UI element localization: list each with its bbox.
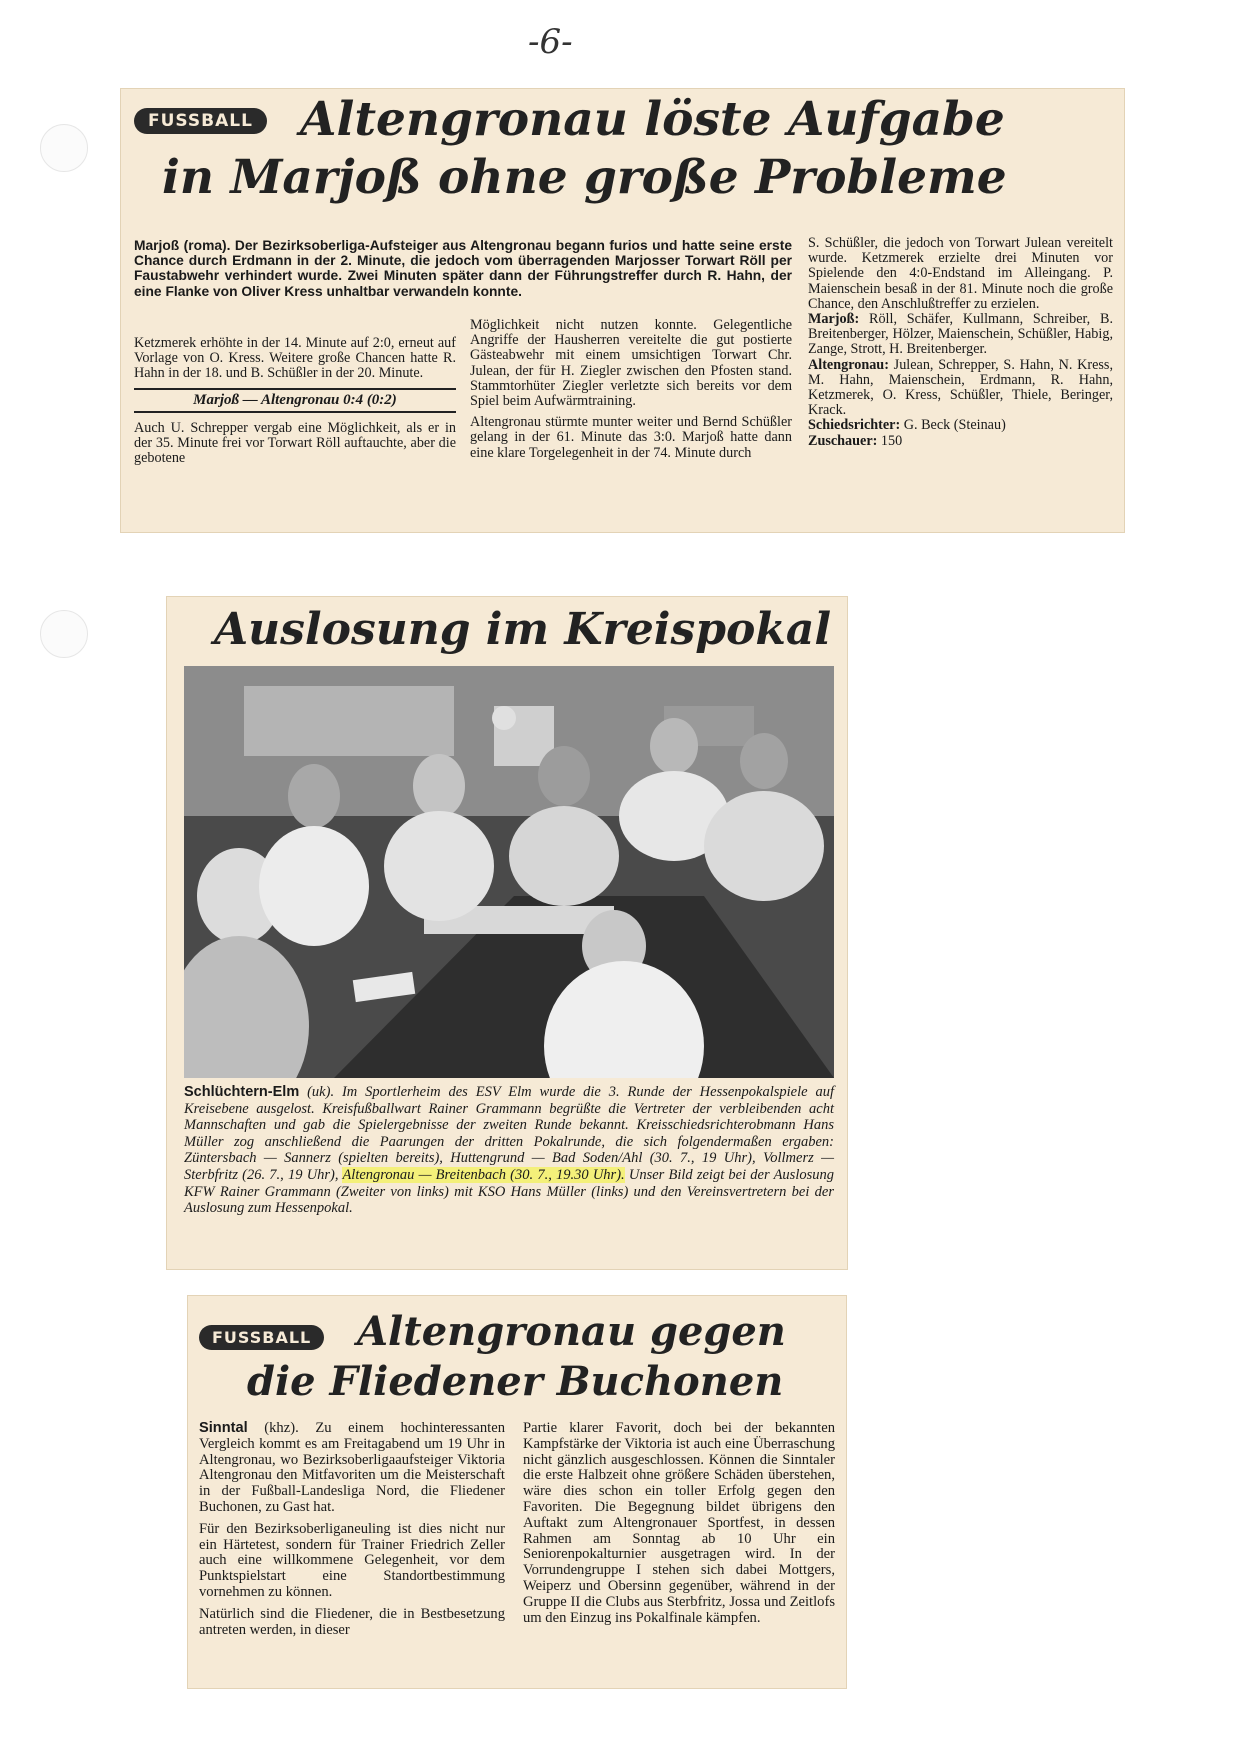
article-3-paragraph: Für den Bezirksoberliganeuling ist dies nicht nur ein Härtetest, sondern für Trainer Friedrich Zeller auch eine willkommene Gelegenheit, vor dem Punktspielstart eine Standortbestimmung vornehmen zu können. <box>199 1520 505 1600</box>
article-clipping-2 <box>166 596 848 1270</box>
article-1-column-3 <box>808 236 1113 449</box>
article-1-headline-line2: in Marjoß ohne große Probleme <box>162 150 1007 205</box>
article-3-headline-line2: die Fliedener Buchonen <box>247 1358 784 1405</box>
article-1-column-2 <box>470 318 792 467</box>
referee: Schiedsrichter: G. Beck (Steinau) <box>808 417 1006 434</box>
article-1-headline-line1: Altengronau löste Aufgabe <box>300 92 1005 147</box>
article-clipping-3 <box>187 1295 847 1689</box>
article-1-lead: Marjoß (roma). Der Bezirksoberliga-Aufsteiger aus Altengronau begann furios und hatte seine erste Chance durch Erdmann in der 2. Minute, die jedoch vom überragenden Marjosser Torwart Röll per Faustabwehr verhindert wurde. Zwei Minuten später dann der Führungstreffer durch R. Hahn, der eine Flanke von Oliver Kress unhaltbar verwandeln konnte. <box>134 238 792 299</box>
caption-text: Unser Bild zeigt bei der Auslosung KFW Rainer Grammann (Zweiter von links) mit KSO Hans Müller (links) und den Vereinsvertretern bei der Auslosung zum Hessenpokal. <box>184 1166 834 1217</box>
article-3-paragraph: Partie klarer Favorit, doch bei der bekannten Kampfstärke der Viktoria ist auch eine Überraschung nicht gänzlich ausgeschlossen. Können die Sinntaler die erste Halbzeit ohne größere Schäden überstehen, wäre dies schon ein toller Erfolg gegen den Favoriten. Die Begegnung bildet übrigens den Auftakt zum Altengronauer Sportfest, in dessen Rahmen am Sonntag ab 10 Uhr ein Seniorenpokalturnier ausgetragen wird. In der Vorrundengruppe I stehen sich dabei Mottgers, Weiperz und Obersinn gegenüber, während in der Gruppe II die Clubs aus Sterbfritz, Jossa und Zeitlofs um den Einzug ins Pokalfinale kämpfen. <box>523 1420 835 1626</box>
section-badge: FUSSBALL <box>199 1325 324 1350</box>
article-1-paragraph: Möglichkeit nicht nutzen konnte. Gelegentliche Angriffe der Hausherren vereitelte die gut postierte Gästeabwehr mit einem umsichtigen Torwart Chr. Julean, der für H. Ziegler zwischen den Pfosten stand. Stammtorhüter Ziegler verletzte sich bereits vor dem Spiel beim Aufwärmtraining. <box>470 317 792 410</box>
section-badge: FUSSBALL <box>134 108 267 134</box>
article-3-paragraph: Sinntal (khz). Zu einem hochinteressanten Vergleich kommt es am Freitagabend um 19 Uhr in Altengronau, wo Bezirksoberligaaufsteiger Viktoria Altengronau den Mitfavoriten um die Meisterschaft in der Fußball-Landesliga Nord, die Fliedener Buchonen, zu Gast hat. <box>199 1420 505 1515</box>
article-clipping-1 <box>120 88 1125 533</box>
punch-hole <box>40 124 88 172</box>
photo-caption <box>184 1084 834 1217</box>
caption-place: Schlüchtern-Elm <box>184 1084 300 1100</box>
article-1-paragraph: Altengronau stürmte munter weiter und Bernd Schüßler gelang in der 61. Minute das 3:0. Marjoß hatte dann eine klare Torgelegenheit in der 74. Minute durch <box>470 414 792 461</box>
lineup-marjoss: Marjoß: Röll, Schäfer, Kullmann, Schreiber, B. Breitenberger, Hölzer, Maienschein, Schüßler, Habig, Zange, Strott, H. Breitenberger. <box>808 311 1114 358</box>
lineup-altengronau: Altengronau: Julean, Schrepper, S. Hahn, N. Kress, M. Hahn, Maienschein, Erdmann, R. Hahn, Ketzmerek, O. Kress, Schüßler, Thiele, Beringer, Krack. <box>808 356 1113 419</box>
article-3-column-1 <box>199 1421 505 1644</box>
article-1-column-1 <box>134 336 456 472</box>
caption-text: (uk). Im Sportlerheim des ESV Elm wurde die 3. Runde der Hessenpokalspiele auf Kreisebene ausgelost. Kreisfußballwart Rainer Grammann begrüßte die Vertreter der verbleibenden acht Mannschaften und gab die Spielergebnisse der zweiten Runde bekannt. Kreisschiedsrichterobmann Hans Müller zog anschließend die Paarungen der dritten Pokalrunde, die sich folgendermaßen ergaben: Züntersbach — Sannerz (spielten bereits), Huttengrund — Bad Soden/Ahl (30. 7., 19 Uhr), Vollmerz — Sterbfritz (26. 7., 19 Uhr), <box>184 1084 834 1183</box>
article-3-paragraph: Natürlich sind die Fliedener, die in Bestbesetzung antreten werden, in dieser <box>199 1605 505 1638</box>
news-photo <box>184 666 834 1078</box>
article-3-badge-wrap <box>199 1325 324 1350</box>
page-number: -6- <box>528 22 573 62</box>
spectators: Zuschauer: 150 <box>808 432 903 449</box>
article-1-paragraph: Auch U. Schrepper vergab eine Möglichkeit, als er in der 35. Minute frei vor Torwart Röll auftauchte, aber die gebotene <box>134 419 456 467</box>
article-3-headline-line1: Altengronau gegen <box>357 1308 786 1355</box>
match-result: Marjoß — Altengronau 0:4 (0:2) <box>134 388 456 413</box>
caption-highlight: Altengronau — Breitenbach (30. 7., 19.30 Uhr). <box>342 1166 625 1183</box>
article-1-paragraph: S. Schüßler, die jedoch von Torwart Julean vereitelt wurde. Ketzmerek erzielte drei Minuten vor Spielende den 4:0-Endstand im Alleingang. P. Maienschein besaß in der 81. Minute noch die große Chance, den Anschlußtreffer zu erzielen. <box>808 235 1113 312</box>
article-3-column-2 <box>523 1421 835 1632</box>
photo-illustration <box>184 666 834 1078</box>
article-3-place: Sinntal <box>199 1420 248 1436</box>
article-1-paragraph: Ketzmerek erhöhte in der 14. Minute auf 2:0, erneut auf Vorlage von O. Kress. Weitere große Chancen hatte R. Hahn in der 18. und B. Schüßler in der 20. Minute. <box>134 335 456 382</box>
punch-hole <box>40 610 88 658</box>
article-1-badge-wrap <box>134 108 267 134</box>
article-2-headline: Auslosung im Kreispokal <box>214 604 832 655</box>
